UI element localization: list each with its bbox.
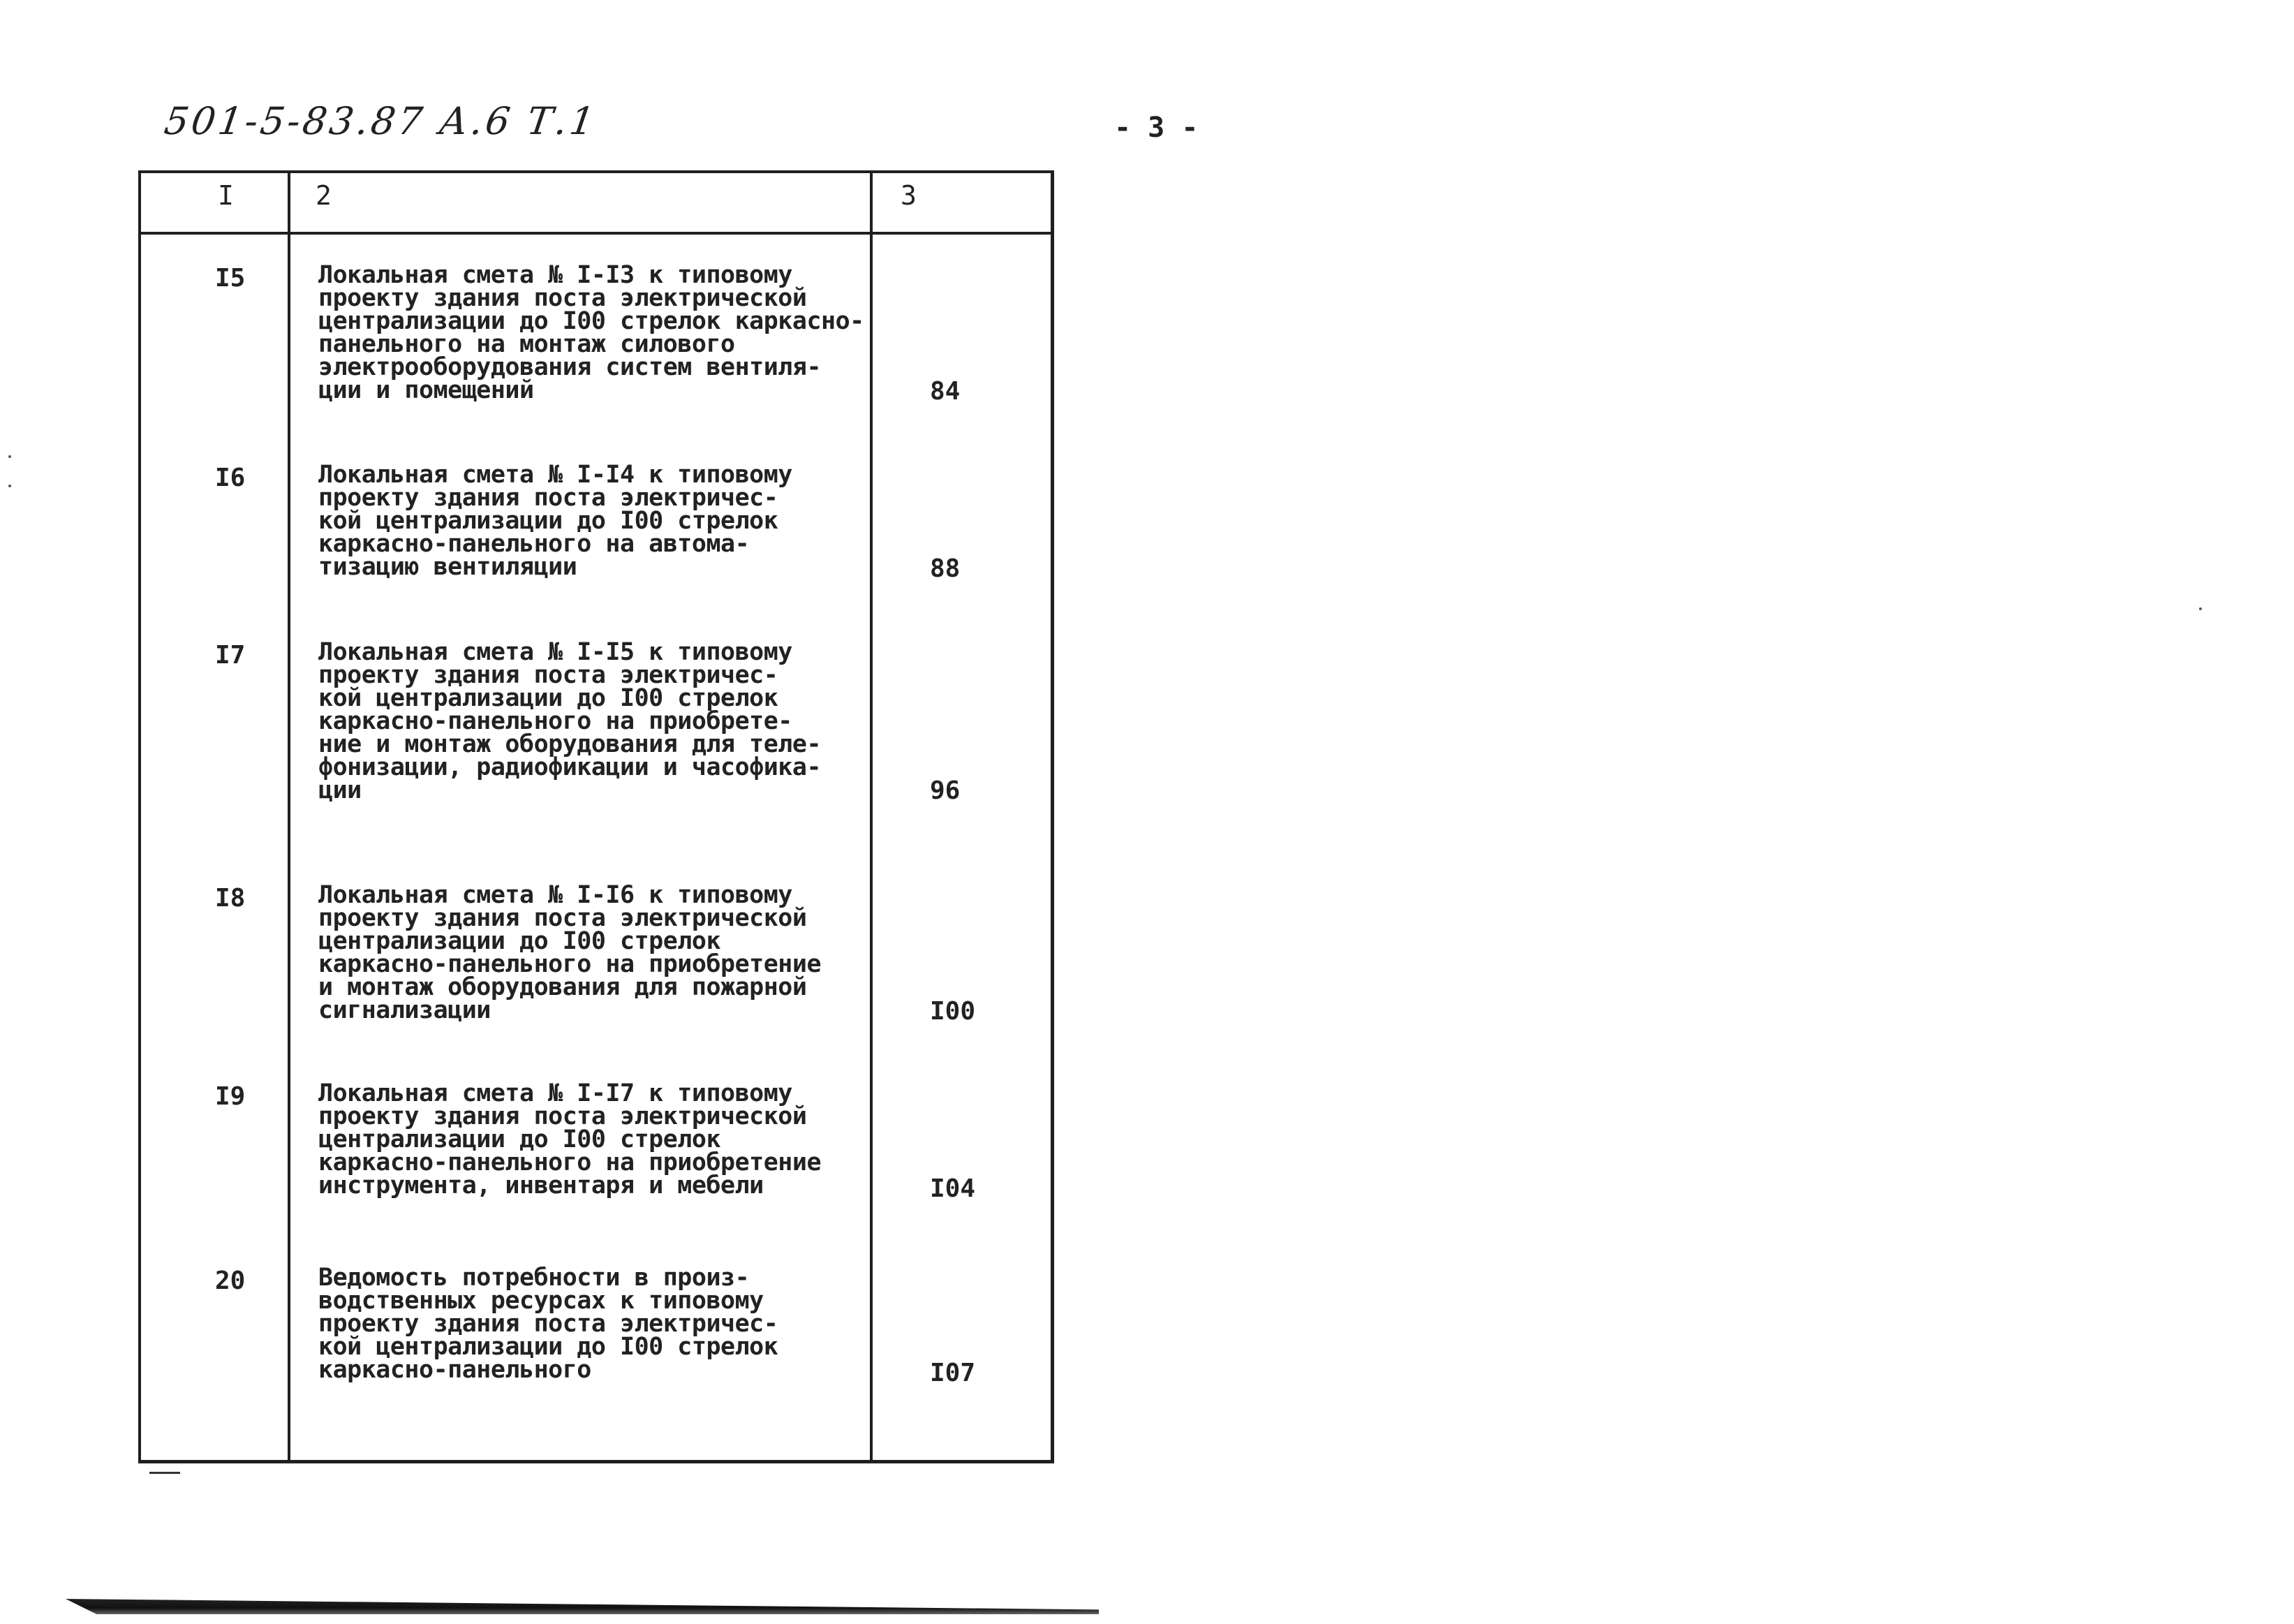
- row-number: I7: [215, 641, 246, 670]
- row-page: 84: [930, 377, 961, 406]
- column-header-3: 3: [901, 180, 917, 211]
- scan-speck: [8, 455, 11, 458]
- row-description: Локальная смета № I-I6 к типовому проекту здания поста электрической централизации до I00 стрелок каркасно-панельного на приобретение и монтаж оборудования для пожарной сигнализации: [318, 881, 822, 1024]
- scan-speck: [2199, 607, 2202, 610]
- column-divider-1: [288, 170, 290, 1462]
- row-description: Локальная смета № I-I7 к типовому проекту здания поста электрической централизации до I00 стрелок каркасно-панельного на приобретение инструмента, инвентаря и мебели: [318, 1079, 822, 1199]
- row-page: 96: [930, 776, 961, 805]
- row-page: I00: [930, 997, 976, 1026]
- row-number: I8: [215, 884, 246, 913]
- header-divider: [138, 232, 1054, 235]
- column-header-2: 2: [316, 180, 332, 211]
- scan-mark: [149, 1472, 180, 1474]
- row-page: I07: [930, 1359, 976, 1387]
- row-number: I9: [215, 1082, 246, 1111]
- scan-edge-shadow: [66, 1599, 1099, 1614]
- row-number: 20: [215, 1267, 246, 1295]
- row-description: Ведомость потребности в произ- водственных ресурсах к типовому проекту здания поста электричес- кой централизации до I00 стрелок каркасно-панельного: [318, 1264, 778, 1384]
- document-code: 501-5-83.87 А.6 Т.1: [161, 99, 600, 143]
- row-description: Локальная смета № I-I4 к типовому проекту здания поста электричес- кой централизации до I00 стрелок каркасно-панельного на автома- тизацию вентиляции: [318, 461, 792, 581]
- row-number: I5: [215, 264, 246, 293]
- scan-speck: [8, 485, 11, 487]
- row-description: Локальная смета № I-I3 к типовому проекту здания поста электрической централизации до I00 стрелок каркасно- панельного на монтаж силового электрооборудования систем вентиля- ции и помещений: [318, 261, 864, 404]
- row-description: Локальная смета № I-I5 к типовому проекту здания поста электричес- кой централизации до I00 стрелок каркасно-панельного на приобрете- ние и монтаж оборудования для теле- фонизации, радиофикации и часофика- ции: [318, 638, 822, 804]
- column-header-1: I: [218, 180, 234, 211]
- row-number: I6: [215, 464, 246, 492]
- row-page: I04: [930, 1174, 976, 1203]
- row-page: 88: [930, 554, 961, 583]
- page-number: - 3 -: [1114, 112, 1199, 144]
